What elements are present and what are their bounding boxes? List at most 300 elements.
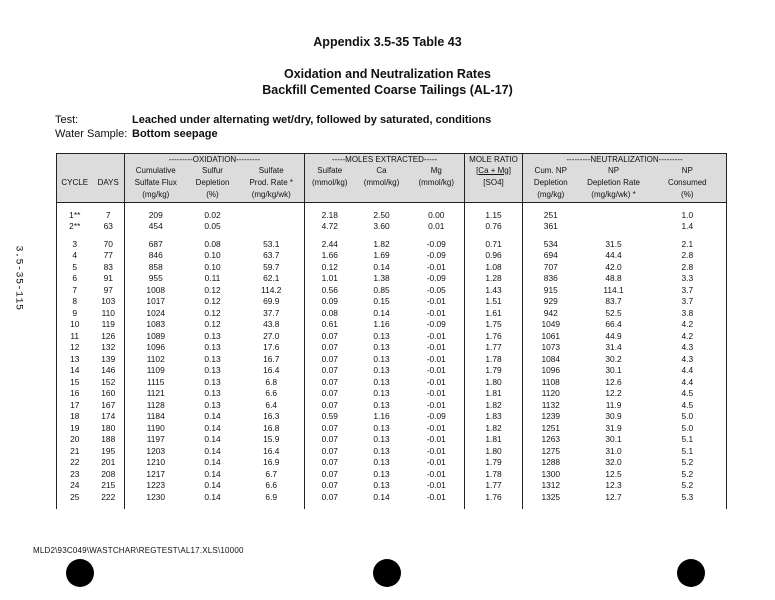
table-row xyxy=(57,307,727,319)
table-cell: 1.81 xyxy=(465,388,523,400)
table-cell: 0.13 xyxy=(373,445,390,456)
table-cell: 707 xyxy=(543,261,558,272)
table-cell: 3.60 xyxy=(373,221,390,232)
binder-hole-left xyxy=(66,559,94,587)
table-cell: 6.4 xyxy=(239,399,305,411)
table-cell: 0.13 xyxy=(373,468,390,479)
test-row xyxy=(0,114,775,128)
table-cell: 1.38 xyxy=(373,273,390,284)
table-row xyxy=(57,434,727,446)
document-title xyxy=(0,66,775,98)
table-cell: 1312 xyxy=(541,480,561,491)
water-sample-value: Bottom seepage xyxy=(132,128,218,140)
table-cell: 12.5 xyxy=(605,468,622,479)
table-cell: 48.8 xyxy=(605,273,622,284)
table-cell: -0.01 xyxy=(409,342,465,354)
table-cell: 27.0 xyxy=(239,330,305,342)
table-cell: 0.05 xyxy=(204,221,221,232)
table-cell: 30.2 xyxy=(605,353,622,364)
table-cell: 31.5 xyxy=(605,238,622,249)
table-cell: 0.13 xyxy=(373,342,390,353)
table-row xyxy=(57,330,727,342)
table-cell: 4.72 xyxy=(321,221,338,232)
table-body-cycles xyxy=(57,238,727,509)
table-cell: -0.01 xyxy=(409,353,465,365)
table-cell: 23 xyxy=(57,468,93,480)
table-cell: 0.96 xyxy=(465,250,523,262)
table-cell: 858 xyxy=(148,261,163,272)
table-cell: 5.1 xyxy=(649,445,727,457)
table-cell: -0.09 xyxy=(409,411,465,423)
table-cell: 160 xyxy=(93,388,125,400)
table-cell: 0.09 xyxy=(321,296,338,307)
table-cell: 0.08 xyxy=(321,307,338,318)
unit-ca: (mmol/kg) xyxy=(355,176,409,188)
table-cell xyxy=(305,503,355,509)
table-cell: 0.07 xyxy=(321,491,338,502)
table-cell: 1.43 xyxy=(465,284,523,296)
table-cell: 1.66 xyxy=(321,250,338,261)
table-cell: 209 xyxy=(148,209,163,220)
table-cell: 10 xyxy=(57,319,93,331)
table-row xyxy=(57,491,727,503)
table-row xyxy=(57,221,727,233)
col-np-cons-2: Consumed xyxy=(649,176,727,188)
table-cell: 16.7 xyxy=(239,353,305,365)
col-cum-np-1: Cum. NP xyxy=(523,164,579,176)
table-cell: 929 xyxy=(543,296,558,307)
table-cell: 6.9 xyxy=(239,491,305,503)
table-cell: 30.9 xyxy=(605,411,622,422)
unit-cum-np: (mg/kg) xyxy=(523,188,579,203)
table-cell: 139 xyxy=(93,353,125,365)
table-cell: -0.01 xyxy=(409,445,465,457)
table-cell: 16.4 xyxy=(239,445,305,457)
table-cell: 63.7 xyxy=(239,250,305,262)
unit-mg: (mmol/kg) xyxy=(409,176,465,188)
table-cell: 15.9 xyxy=(239,434,305,446)
table-cell: 5.0 xyxy=(649,411,727,423)
table-row xyxy=(57,388,727,400)
table-cell: 0.13 xyxy=(204,342,221,353)
table-cell: 180 xyxy=(93,422,125,434)
table-cell: 1.79 xyxy=(465,457,523,469)
table-cell: 1102 xyxy=(146,353,165,364)
table-cell: 0.11 xyxy=(204,273,221,284)
table-cell: 1263 xyxy=(541,434,561,445)
table-cell: 0.07 xyxy=(321,365,338,376)
table-cell: 12.3 xyxy=(605,480,622,491)
table-header xyxy=(57,154,727,203)
table-cell: 30.1 xyxy=(605,434,622,445)
table-row xyxy=(57,480,727,492)
table-cell: -0.01 xyxy=(409,307,465,319)
table-cell: 0.07 xyxy=(321,480,338,491)
table-row xyxy=(57,238,727,250)
table-cell: 1203 xyxy=(146,445,166,456)
table-cell: 4.3 xyxy=(649,342,727,354)
table-cell: 3.3 xyxy=(649,273,727,285)
table-cell: 0.76 xyxy=(465,221,523,233)
table-cell: 0.61 xyxy=(321,319,338,330)
table-cell: 32.0 xyxy=(605,457,622,468)
table-cell: 1.76 xyxy=(465,491,523,503)
table-cell: 0.12 xyxy=(204,319,221,330)
table-cell: 1.08 xyxy=(465,261,523,273)
table-cell: -0.01 xyxy=(409,296,465,308)
table-cell: 16.3 xyxy=(239,411,305,423)
moles-extracted-group-header: -----MOLES EXTRACTED----- xyxy=(305,154,465,165)
table-cell: 77 xyxy=(93,250,125,262)
side-page-code xyxy=(4,245,34,318)
table-cell: 1120 xyxy=(541,388,560,399)
table-cell: 18 xyxy=(57,411,93,423)
table-cell: 2.50 xyxy=(373,209,390,220)
table-cell: 1121 xyxy=(146,388,165,399)
table-cell: 103 xyxy=(93,296,125,308)
table-cell xyxy=(239,221,305,233)
table-cell: 5.2 xyxy=(649,457,727,469)
table-cell: 31.9 xyxy=(605,422,622,433)
table-cell: -0.01 xyxy=(409,261,465,273)
table-cell: 1.16 xyxy=(373,319,390,330)
table-cell: 1.0 xyxy=(649,209,727,221)
table-cell: 69.9 xyxy=(239,296,305,308)
table-cell: 1061 xyxy=(541,330,561,341)
table-cell: 2.18 xyxy=(321,209,338,220)
table-cell: 0.14 xyxy=(204,491,221,502)
table-cell: 915 xyxy=(543,284,558,295)
table-cell: 5.3 xyxy=(649,491,727,503)
table-cell: 83 xyxy=(93,261,125,273)
table-cell: 16.9 xyxy=(239,457,305,469)
table-cell: -0.09 xyxy=(409,250,465,262)
table-cell: 1.51 xyxy=(465,296,523,308)
table-cell: 1325 xyxy=(541,491,561,502)
table-cell: 25 xyxy=(57,491,93,503)
table-cell: 31.0 xyxy=(605,445,622,456)
table-cell: -0.01 xyxy=(409,457,465,469)
binder-hole-right xyxy=(677,559,705,587)
unit-np-rate: (mg/kg/wk) * xyxy=(579,188,649,203)
table-cell: 1.01 xyxy=(321,273,338,284)
table-cell: 110 xyxy=(93,307,125,319)
table-row xyxy=(57,319,727,331)
col-ratio-top: [Ca + Mg] xyxy=(476,165,511,175)
table-cell xyxy=(579,221,649,233)
table-cell xyxy=(187,503,239,509)
table-cell: 1017 xyxy=(146,296,166,307)
col-ca: Ca xyxy=(355,164,409,176)
table-cell: 2.44 xyxy=(321,238,338,249)
table-cell: 0.07 xyxy=(321,457,338,468)
table-cell: 2.8 xyxy=(649,261,727,273)
table-cell: 16.4 xyxy=(239,365,305,377)
table-cell: 6.6 xyxy=(239,388,305,400)
table-cell: 215 xyxy=(93,480,125,492)
table-cell: 42.0 xyxy=(605,261,622,272)
table-cell: -0.01 xyxy=(409,365,465,377)
unit-np-cons: (%) xyxy=(649,188,727,203)
table-cell: 1.15 xyxy=(465,209,523,221)
table-cell xyxy=(57,503,93,509)
table-cell: 361 xyxy=(543,221,558,232)
table-cell: 97 xyxy=(93,284,125,296)
table-cell: 132 xyxy=(93,342,125,354)
col-cum-sulfate-1: Cumulative xyxy=(125,164,187,176)
table-cell: 454 xyxy=(148,221,163,232)
table-row xyxy=(57,445,727,457)
table-cell: -0.09 xyxy=(409,319,465,331)
table-cell: -0.01 xyxy=(409,480,465,492)
table-cell: 1251 xyxy=(541,422,561,433)
table-cell xyxy=(649,503,727,509)
table-cell: 0.15 xyxy=(373,296,390,307)
table-cell: 694 xyxy=(543,250,558,261)
table-cell: 534 xyxy=(543,238,558,249)
table-cell: 1288 xyxy=(541,457,561,468)
table-cell: 16 xyxy=(57,388,93,400)
table-cell: 846 xyxy=(148,250,163,261)
table-cell: 8 xyxy=(57,296,93,308)
table-cell: 0.10 xyxy=(204,261,221,272)
table-cell: 0.14 xyxy=(373,261,390,272)
col-cum-np-2: Depletion xyxy=(523,176,579,188)
table-cell: 0.85 xyxy=(373,284,390,295)
table-cell: 174 xyxy=(93,411,125,423)
table-cell: 0.14 xyxy=(204,411,221,422)
table-cell: 70 xyxy=(93,238,125,250)
col-cycle: CYCLE xyxy=(57,176,93,188)
table-cell: 30.1 xyxy=(605,365,622,376)
table-cell: 0.13 xyxy=(373,422,390,433)
table-cell: 1.77 xyxy=(465,480,523,492)
table-cell: 0.13 xyxy=(373,457,390,468)
table-cell: -0.01 xyxy=(409,330,465,342)
col-sulfate: Sulfate xyxy=(305,164,355,176)
table-cell: 1024 xyxy=(146,307,166,318)
table-cell: 0.13 xyxy=(204,353,221,364)
table-cell xyxy=(125,503,187,509)
col-np-rate-2: Depletion Rate xyxy=(579,176,649,188)
table-cell: 16.8 xyxy=(239,422,305,434)
test-label: Test: xyxy=(55,114,79,126)
table-cell: 0.14 xyxy=(204,422,221,433)
water-sample-row xyxy=(0,128,775,142)
table-cell: 0.07 xyxy=(321,376,338,387)
table-cell: 0.07 xyxy=(321,399,338,410)
table-cell: 0.13 xyxy=(373,353,390,364)
table-cell: 0.07 xyxy=(321,445,338,456)
table-row xyxy=(57,365,727,377)
table-cell: 20 xyxy=(57,434,93,446)
table-cell: 1197 xyxy=(146,434,165,445)
table-cell: 1.78 xyxy=(465,353,523,365)
table-cell: 0.13 xyxy=(204,388,221,399)
table-cell: 0.07 xyxy=(321,468,338,479)
table-cell: 1115 xyxy=(147,376,165,387)
table-cell: 1109 xyxy=(146,365,165,376)
table-cell: 3.7 xyxy=(649,296,727,308)
title-line-2: Backfill Cemented Coarse Tailings (AL-17) xyxy=(262,83,513,97)
unit-sulfate-rate: (mg/kg/wk) xyxy=(239,188,305,203)
table-row xyxy=(57,209,727,221)
table-cell: 152 xyxy=(93,376,125,388)
table-cell xyxy=(93,503,125,509)
water-sample-label: Water Sample: xyxy=(55,128,128,140)
table-cell: 4.5 xyxy=(649,388,727,400)
table-cell: 0.71 xyxy=(465,238,523,250)
table-cell: 0.12 xyxy=(204,284,221,295)
table-cell xyxy=(579,209,649,221)
table-cell: 1.80 xyxy=(465,376,523,388)
table-cell: 1.76 xyxy=(465,330,523,342)
table-cell: 22 xyxy=(57,457,93,469)
table-cell: 0.02 xyxy=(204,209,221,220)
table-cell: 53.1 xyxy=(239,238,305,250)
appendix-title: Appendix 3.5-35 Table 43 xyxy=(313,35,462,49)
table-row xyxy=(57,284,727,296)
table-cell: 0.07 xyxy=(321,330,338,341)
table-cell: -0.01 xyxy=(409,434,465,446)
table-cell: 1.61 xyxy=(465,307,523,319)
table-cell: 17.6 xyxy=(239,342,305,354)
table-cell: 15 xyxy=(57,376,93,388)
table-cell: 0.13 xyxy=(373,480,390,491)
table-row xyxy=(57,296,727,308)
table-cell: 0.13 xyxy=(204,330,221,341)
table-cell: 0.10 xyxy=(204,250,221,261)
col-mg: Mg xyxy=(409,164,465,176)
table-cell: 0.13 xyxy=(204,365,221,376)
table-row xyxy=(57,503,727,509)
table-cell: 188 xyxy=(93,434,125,446)
table-cell: 942 xyxy=(543,307,558,318)
table-cell: 12.6 xyxy=(605,376,622,387)
table-cell: 66.4 xyxy=(605,319,622,330)
table-cell xyxy=(239,503,305,509)
table-row xyxy=(57,353,727,365)
table-cell: 0.13 xyxy=(373,365,390,376)
table-cell: 0.14 xyxy=(204,480,221,491)
col-days: DAYS xyxy=(93,176,125,188)
table-cell xyxy=(523,503,579,509)
table-cell: 0.12 xyxy=(204,307,221,318)
table-cell: 7 xyxy=(93,209,125,221)
table-cell: 0.56 xyxy=(321,284,338,295)
col-np-cons-1: NP xyxy=(649,164,727,176)
col-sulfur-dep-2: Depletion xyxy=(187,176,239,188)
side-page-code-text: 3.5-35-115 xyxy=(12,245,24,311)
table-cell: 11 xyxy=(57,330,93,342)
table-cell: 14 xyxy=(57,365,93,377)
table-cell: -0.01 xyxy=(409,491,465,503)
table-cell: 4.4 xyxy=(649,365,727,377)
table-cell: 0.13 xyxy=(204,399,221,410)
table-cell: 2.8 xyxy=(649,250,727,262)
table-cell: 0.07 xyxy=(321,388,338,399)
mole-ratio-group-header: MOLE RATIO xyxy=(465,154,523,165)
table-cell: 0.13 xyxy=(373,330,390,341)
file-path-footer: MLD2\93C049\WASTCHAR\REGTEST\AL17.XLS\10000 xyxy=(33,546,244,555)
table-cell: 1.81 xyxy=(465,434,523,446)
table-row xyxy=(57,250,727,262)
table-cell: 1184 xyxy=(146,411,165,422)
table-cell: 3 xyxy=(57,238,93,250)
table-cell xyxy=(465,503,523,509)
table-cell: 44.9 xyxy=(605,330,622,341)
table-cell: 1.78 xyxy=(465,468,523,480)
table-cell: 4.5 xyxy=(649,399,727,411)
table-cell: 62.1 xyxy=(239,273,305,285)
binder-hole-center xyxy=(373,559,401,587)
table-cell: 687 xyxy=(148,238,163,249)
table-cell: 12.7 xyxy=(605,491,622,502)
table-cell: 114.1 xyxy=(603,284,624,295)
table-cell: 1084 xyxy=(541,353,561,364)
table-cell: 1230 xyxy=(146,491,166,502)
table-cell: -0.09 xyxy=(409,273,465,285)
table-cell: 1.16 xyxy=(373,411,390,422)
table-cell: 13 xyxy=(57,353,93,365)
test-value: Leached under alternating wet/dry, followed by saturated, conditions xyxy=(132,114,492,126)
table-cell: -0.01 xyxy=(409,422,465,434)
table-cell: 251 xyxy=(543,209,558,220)
table-cell: 0.14 xyxy=(204,457,221,468)
table-cell xyxy=(355,503,409,509)
table-cell: 3.7 xyxy=(649,284,727,296)
table-cell: 1.28 xyxy=(465,273,523,285)
col-sulfate-rate-2: Prod. Rate * xyxy=(239,176,305,188)
table-body-initial xyxy=(57,203,727,239)
table-cell: 0.07 xyxy=(321,353,338,364)
table-cell: 0.07 xyxy=(321,434,338,445)
table-cell: 0.14 xyxy=(204,434,221,445)
table-cell xyxy=(579,503,649,509)
table-cell: 11.9 xyxy=(605,399,622,410)
table-cell: 3.8 xyxy=(649,307,727,319)
table-cell: 1210 xyxy=(146,457,166,468)
table-cell: 1.82 xyxy=(465,422,523,434)
table-row xyxy=(57,468,727,480)
table-cell: 12 xyxy=(57,342,93,354)
neutralization-group-header: ---------NEUTRALIZATION--------- xyxy=(523,154,727,165)
table-cell: 0.00 xyxy=(409,209,465,221)
title-line-1: Oxidation and Neutralization Rates xyxy=(284,67,491,81)
table-cell: 119 xyxy=(93,319,125,331)
table-cell: 1096 xyxy=(146,342,166,353)
table-cell: 1217 xyxy=(146,468,166,479)
table-cell: 4.4 xyxy=(649,376,727,388)
table-cell: 6.8 xyxy=(239,376,305,388)
table-cell: 24 xyxy=(57,480,93,492)
table-cell: 1128 xyxy=(146,399,165,410)
table-row xyxy=(57,457,727,469)
table-row xyxy=(57,411,727,423)
table-cell: 0.14 xyxy=(373,491,390,502)
table-row xyxy=(57,261,727,273)
table-cell: -0.01 xyxy=(409,376,465,388)
table-cell: 0.12 xyxy=(204,296,221,307)
table-cell: 1073 xyxy=(541,342,561,353)
table-cell: 44.4 xyxy=(605,250,622,261)
table-cell: 52.5 xyxy=(605,307,622,318)
table-cell: 0.14 xyxy=(373,307,390,318)
table-cell: 1.4 xyxy=(649,221,727,233)
table-cell: 6.7 xyxy=(239,468,305,480)
table-cell: 195 xyxy=(93,445,125,457)
unit-cum-sulfate: (mg/kg) xyxy=(125,188,187,203)
